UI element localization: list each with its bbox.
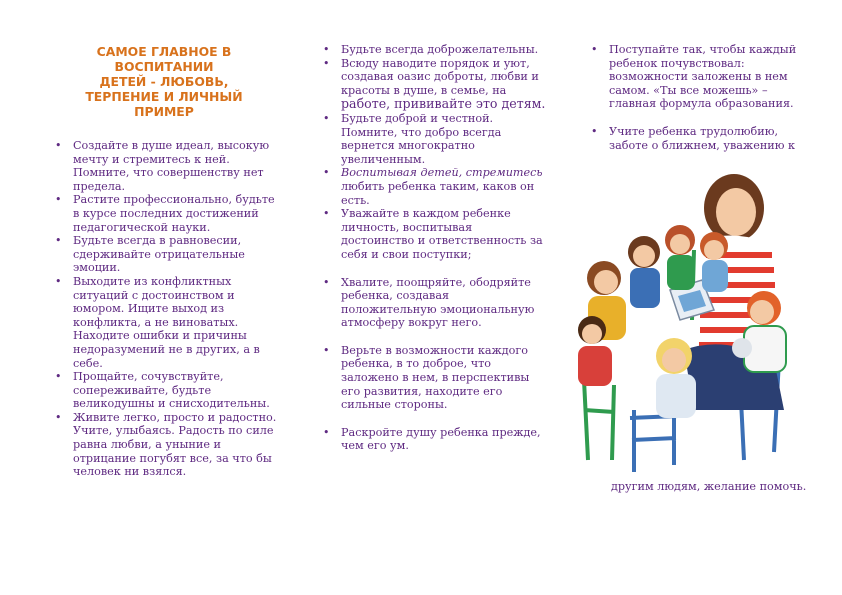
list-item: • Верьте в возможности каждого ребенка, в то доброе, что заложено в нем, в перспективы его развития, находите его сильные стороны. <box>323 343 530 412</box>
leaflet-title <box>48 44 280 119</box>
bullet-icon: • <box>55 139 62 152</box>
bullet-icon: • <box>323 207 330 221</box>
list-item: • Всюду наводите порядок и уют, создавая оазис доброты, любви и красоты в душе, в семье, на работе, прививайте это детям. <box>323 56 546 112</box>
bullet-icon: • <box>323 425 330 439</box>
bullet-icon: • <box>323 343 330 357</box>
advice-list-column-1 <box>48 139 280 479</box>
list-item: • Поступайте так, чтобы каждый ребенок почувствовал: возможности заложены в нем самом. «Ты все можешь» – главная формула образования. <box>591 43 797 111</box>
title-line: САМОЕ ГЛАВНОЕ В <box>96 44 232 59</box>
bullet-icon: • <box>323 275 330 289</box>
bullet-icon: • <box>55 193 62 207</box>
title-line: ДЕТЕЙ - ЛЮБОВЬ, <box>99 74 229 89</box>
title-line: ВОСПИТАНИИ <box>114 59 214 74</box>
list-item: • Будьте доброй и честной. Помните, что добро всегда вернется многократно увеличенным. <box>323 111 502 166</box>
bullet-icon: • <box>55 234 62 248</box>
list-item: • Будьте всегда доброжелательны. <box>323 43 539 56</box>
list-item: • Создайте в душе идеал, высокую мечту и стремитесь к ней. Помните, что совершенству нет предела. <box>55 139 270 193</box>
list-item: • Живите легко, просто и радостно. Учите, улыбаясь. Радость по силе равна любви, а уныние и отрицание погубят все, за что бы человек ни взялся. <box>55 410 277 479</box>
teacher-reading-to-children-illustration <box>574 160 810 478</box>
advice-list-column-3 <box>584 43 816 152</box>
list-item: • Учите ребенка трудолюбию, заботе о ближнем, уважению к <box>591 124 796 152</box>
bullet-icon: • <box>591 124 598 138</box>
list-item: • Растите профессионально, будьте в курсе последних достижений педагогической науки. <box>55 193 275 234</box>
list-item: • Уважайте в каждом ребенке личность, воспитывая достоинство и ответственность за себя и свои поступки; <box>323 207 543 261</box>
list-item: • Выходите из конфликтных ситуаций с достоинством и юмором. Ищите выход из конфликта, а не виноватых. Находите ошибки и причины недоразумений не в других, а в себе. <box>55 274 260 370</box>
list-item: • Хвалите, поощряйте, ободряйте ребенка, создавая положительную эмоциональную атмосферу вокруг него. <box>323 275 535 330</box>
title-line: ТЕРПЕНИЕ И ЛИЧНЫЙ <box>85 89 243 104</box>
bullet-icon: • <box>323 111 330 125</box>
title-line: ПРИМЕР <box>134 104 194 119</box>
list-item: • Раскройте душу ребенка прежде, чем его ум. <box>323 425 541 453</box>
list-item: • Воспитывая детей, стремитесь любить ребенка таким, каков он есть. <box>323 166 543 207</box>
paragraph-continuation: другим людям, желание помочь. <box>611 480 807 493</box>
bullet-icon: • <box>323 56 330 70</box>
bullet-icon: • <box>323 43 330 56</box>
bullet-icon: • <box>55 274 62 288</box>
list-item: • Прощайте, сочувствуйте, сопереживайте, будьте великодушны и снисходительны. <box>55 370 270 411</box>
bullet-icon: • <box>591 43 598 56</box>
list-item: • Будьте всегда в равновесии, сдерживайте отрицательные эмоции. <box>55 234 245 275</box>
bullet-icon: • <box>323 166 330 180</box>
advice-list-column-2 <box>316 43 548 453</box>
bullet-icon: • <box>55 370 62 384</box>
bullet-icon: • <box>55 410 62 424</box>
